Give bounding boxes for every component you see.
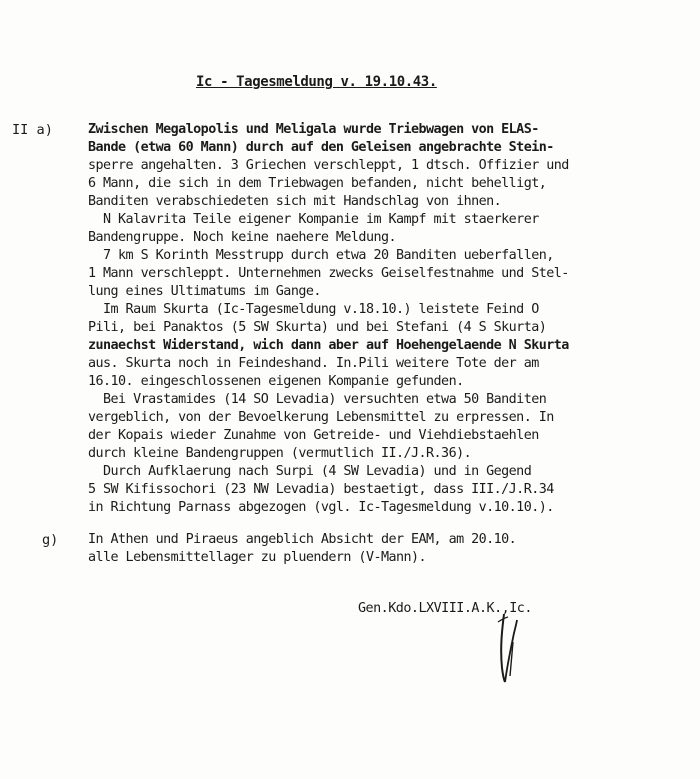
section-g-marker: g) — [42, 532, 59, 548]
signature-line: Gen.Kdo.LXVIII.A.K.,Ic. — [358, 601, 532, 616]
text-line: 16.10. eingeschlossenen eigenen Kompanie gefunden. — [88, 374, 464, 389]
text-line: Pili, bei Panaktos (5 SW Skurta) und bei Stefani (4 S Skurta) — [88, 320, 547, 335]
text-line: lung eines Ultimatums im Gange. — [88, 284, 321, 299]
text-line: Im Raum Skurta (Ic-Tagesmeldung v.18.10.) leistete Feind O — [88, 302, 539, 317]
text-line: 1 Mann verschleppt. Unternehmen zwecks Geiselfestnahme und Stel- — [88, 266, 569, 281]
text-line: der Kopais wieder Zunahme von Getreide- und Viehdiebstaehlen — [88, 428, 539, 443]
text-line: N Kalavrita Teile eigener Kompanie im Kampf mit staerkerer — [88, 212, 539, 227]
text-line: Bandengruppe. Noch keine naehere Meldung. — [88, 230, 396, 245]
section-a-marker: II a) — [12, 122, 53, 138]
text-line: in Richtung Parnass abgezogen (vgl. Ic-Tagesmeldung v.10.10.). — [88, 500, 554, 515]
text-line: alle Lebensmittellager zu pluendern (V-Mann). — [88, 550, 427, 565]
text-line: Bande (etwa 60 Mann) durch auf den Geleisen angebrachte Stein- — [88, 140, 554, 155]
document-title: Ic - Tagesmeldung v. 19.10.43. — [196, 74, 437, 90]
text-line: 5 SW Kifissochori (23 NW Levadia) bestaetigt, dass III./J.R.34 — [88, 482, 554, 497]
text-line: sperre angehalten. 3 Griechen verschleppt, 1 dtsch. Offizier und — [88, 158, 569, 173]
text-line: vergeblich, von der Bevoelkerung Lebensmittel zu erpressen. In — [88, 410, 554, 425]
text-line: 7 km S Korinth Messtrupp durch etwa 20 Banditen ueberfallen, — [88, 248, 554, 263]
handwritten-signature-icon — [490, 612, 530, 684]
text-line: Banditen verabschiedeten sich mit Handschlag von ihnen. — [88, 194, 502, 209]
text-line: Bei Vrastamides (14 SO Levadia) versuchten etwa 50 Banditen — [88, 392, 547, 407]
text-line: durch kleine Bandengruppen (vermutlich II./J.R.36). — [88, 446, 472, 461]
text-line: 6 Mann, die sich in dem Triebwagen befanden, nicht behelligt, — [88, 176, 547, 191]
text-line: aus. Skurta noch in Feindeshand. In.Pili weitere Tote der am — [88, 356, 539, 371]
text-line: In Athen und Piraeus angeblich Absicht der EAM, am 20.10. — [88, 532, 517, 547]
text-line: Zwischen Megalopolis und Meligala wurde Triebwagen von ELAS- — [88, 122, 539, 137]
text-line: zunaechst Widerstand, wich dann aber auf Hoehengelaende N Skurta — [88, 338, 569, 353]
text-line: Durch Aufklaerung nach Surpi (4 SW Levadia) und in Gegend — [88, 464, 532, 479]
